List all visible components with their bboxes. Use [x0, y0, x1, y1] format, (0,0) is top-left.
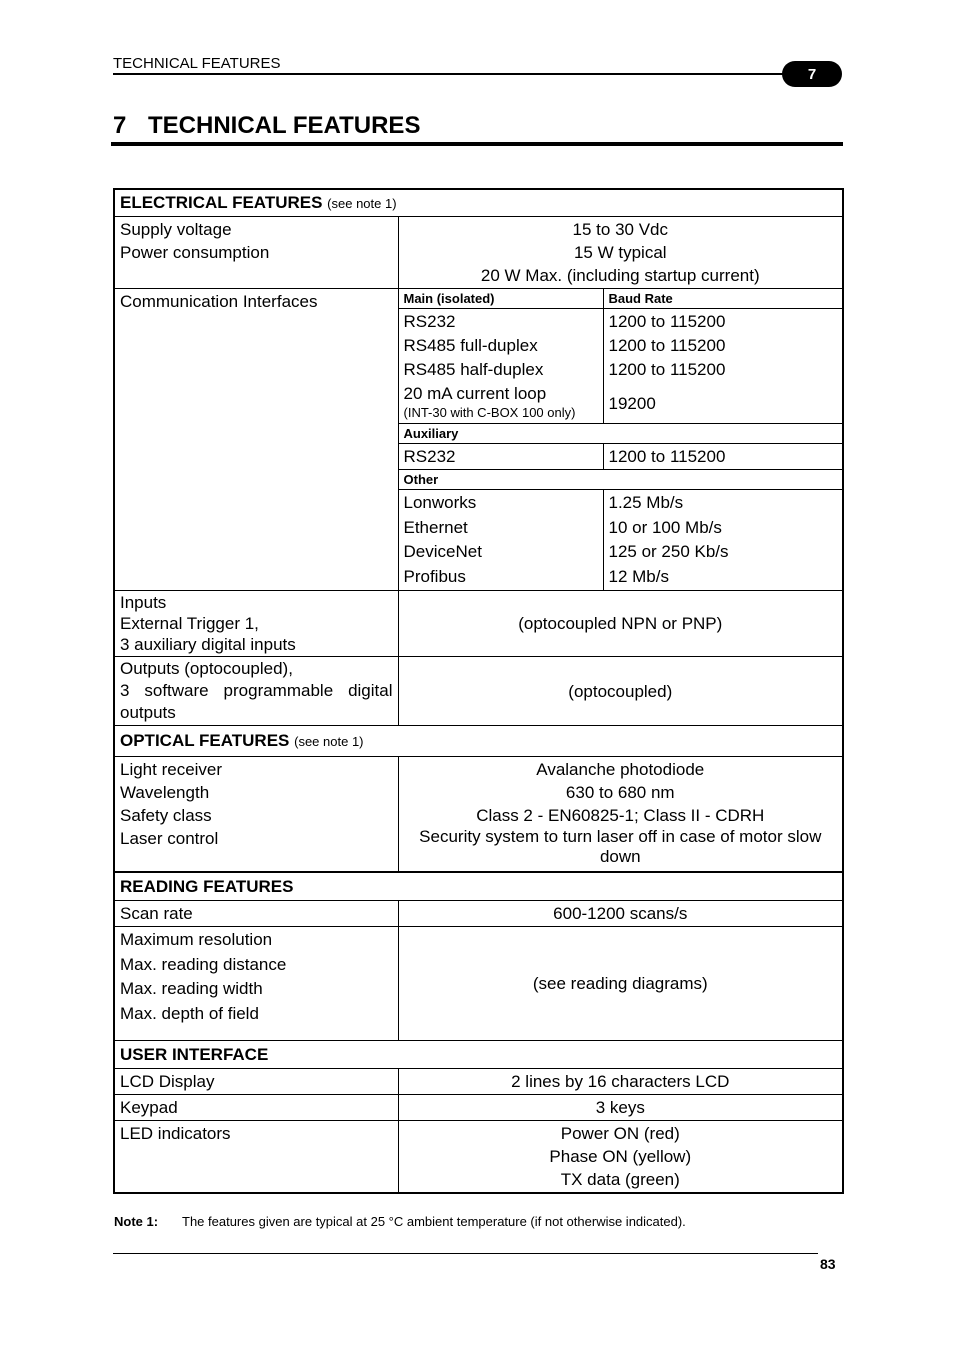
title-text: TECHNICAL FEATURES [148, 112, 421, 139]
outputs-label-3: outputs [120, 703, 176, 722]
main-rate-1: 1200 to 115200 [608, 312, 726, 331]
max-distance-label: Max. reading distance [120, 954, 287, 974]
ui-heading: USER INTERFACE [114, 1041, 843, 1069]
inputs-label-1: Inputs [120, 593, 167, 612]
header-rule [113, 73, 803, 75]
spec-table [113, 188, 844, 1194]
outputs-row [114, 657, 843, 726]
reading-heading-row [114, 872, 843, 901]
other-rate-4: 12 Mb/s [608, 566, 669, 586]
safety-class-label: Safety class [120, 806, 212, 825]
supply-value-3: 20 W Max. (including startup current) [480, 266, 760, 285]
supply-value-2: 15 W typical [573, 243, 667, 262]
current-loop-name: 20 mA current loop [403, 384, 547, 403]
current-loop-rate: 19200 [603, 383, 843, 424]
light-receiver-value: Avalanche photodiode [536, 760, 705, 779]
current-loop-cell [398, 383, 603, 424]
other-header: Other [398, 470, 843, 490]
supply-labels [114, 217, 398, 289]
optical-heading-row [114, 726, 843, 757]
optical-labels [114, 757, 398, 873]
main-names [398, 309, 603, 384]
outputs-label-1: Outputs (optocoupled), [120, 659, 293, 678]
led-power-value: Power ON (red) [560, 1124, 680, 1143]
main-rate-2: 1200 to 115200 [608, 336, 726, 355]
main-header: Main (isolated) [398, 289, 603, 309]
led-phase-value: Phase ON (yellow) [549, 1147, 692, 1166]
max-depth-label: Max. depth of field [120, 1003, 259, 1023]
optical-heading-text: OPTICAL FEATURES [120, 731, 290, 750]
footnote-text: The features given are typical at 25 °C ambient temperature (if not otherwise indicated). [182, 1214, 686, 1229]
footnote [114, 1214, 686, 1229]
led-row [114, 1121, 843, 1194]
inputs-row [114, 591, 843, 657]
inputs-label-2: External Trigger 1, [120, 614, 259, 633]
wavelength-label: Wavelength [120, 783, 210, 802]
running-header: TECHNICAL FEATURES [113, 55, 281, 72]
max-resolution-label: Maximum resolution [120, 930, 273, 949]
keypad-value: 3 keys [398, 1095, 843, 1121]
footnote-label: Note 1: [114, 1214, 159, 1229]
other-name-3: DeviceNet [403, 542, 482, 561]
page-title [113, 112, 420, 140]
other-names [398, 490, 603, 591]
other-name-1: Lonworks [403, 493, 477, 512]
reading-heading: READING FEATURES [114, 872, 843, 901]
electrical-heading [114, 189, 843, 217]
main-rate-3: 1200 to 115200 [608, 360, 726, 379]
lcd-value: 2 lines by 16 characters LCD [398, 1069, 843, 1095]
reading-labels [114, 927, 398, 1041]
ui-heading-row [114, 1041, 843, 1069]
supply-values [398, 217, 843, 289]
wavelength-value: 630 to 680 nm [565, 783, 675, 802]
outputs-labels [114, 657, 398, 726]
scan-rate-label: Scan rate [114, 901, 398, 927]
laser-control-label: Laser control [120, 829, 219, 848]
keypad-label: Keypad [114, 1095, 398, 1121]
footer-rule [113, 1253, 818, 1254]
lcd-row [114, 1069, 843, 1095]
main-name-2: RS485 full-duplex [403, 336, 538, 355]
led-label: LED indicators [114, 1121, 398, 1194]
reading-row [114, 927, 843, 1041]
aux-header: Auxiliary [398, 424, 843, 444]
optical-heading [114, 726, 843, 757]
led-tx-value: TX data (green) [560, 1170, 680, 1189]
comm-header-row [114, 289, 843, 309]
inputs-value: (optocoupled NPN or PNP) [398, 591, 843, 657]
optical-note: (see note 1) [294, 734, 364, 749]
baud-header: Baud Rate [603, 289, 843, 309]
supply-row [114, 217, 843, 289]
max-width-label: Max. reading width [120, 979, 263, 998]
main-rates [603, 309, 843, 384]
safety-class-value: Class 2 - EN60825-1; Class II - CDRH [476, 806, 765, 825]
scan-rate-row [114, 901, 843, 927]
supply-voltage-label: Supply voltage [120, 220, 232, 239]
title-number: 7 [113, 112, 127, 139]
electrical-heading-text: ELECTRICAL FEATURES [120, 193, 323, 212]
title-rule [111, 142, 843, 146]
other-name-2: Ethernet [403, 517, 468, 537]
power-consumption-label: Power consumption [120, 243, 270, 262]
main-name-1: RS232 [403, 312, 456, 331]
page-number: 83 [820, 1256, 836, 1272]
chapter-badge: 7 [782, 61, 842, 87]
comm-label: Communication Interfaces [114, 289, 398, 591]
optical-values [398, 757, 843, 873]
electrical-note: (see note 1) [327, 196, 397, 211]
lcd-label: LCD Display [114, 1069, 398, 1095]
light-receiver-label: Light receiver [120, 760, 223, 779]
reading-value: (see reading diagrams) [398, 927, 843, 1041]
current-loop-note: (INT-30 with C-BOX 100 only) [403, 405, 576, 420]
electrical-heading-row [114, 189, 843, 217]
main-name-3: RS485 half-duplex [403, 360, 544, 379]
other-rate-2: 10 or 100 Mb/s [608, 517, 722, 537]
outputs-value: (optocoupled) [398, 657, 843, 726]
supply-value-1: 15 to 30 Vdc [572, 220, 668, 239]
other-name-4: Profibus [403, 566, 466, 586]
inputs-label-3: 3 auxiliary digital inputs [120, 635, 296, 654]
keypad-row [114, 1095, 843, 1121]
aux-rate: 1200 to 115200 [603, 444, 843, 470]
aux-name: RS232 [398, 444, 603, 470]
outputs-label-2: 3 software programmable digital [120, 681, 393, 700]
other-rates [603, 490, 843, 591]
laser-control-value: Security system to turn laser off in case of motor slow down [419, 827, 822, 866]
scan-rate-value: 600-1200 scans/s [398, 901, 843, 927]
other-rate-3: 125 or 250 Kb/s [608, 542, 729, 561]
optical-row [114, 757, 843, 873]
inputs-labels [114, 591, 398, 657]
led-values [398, 1121, 843, 1194]
other-rate-1: 1.25 Mb/s [608, 493, 684, 512]
